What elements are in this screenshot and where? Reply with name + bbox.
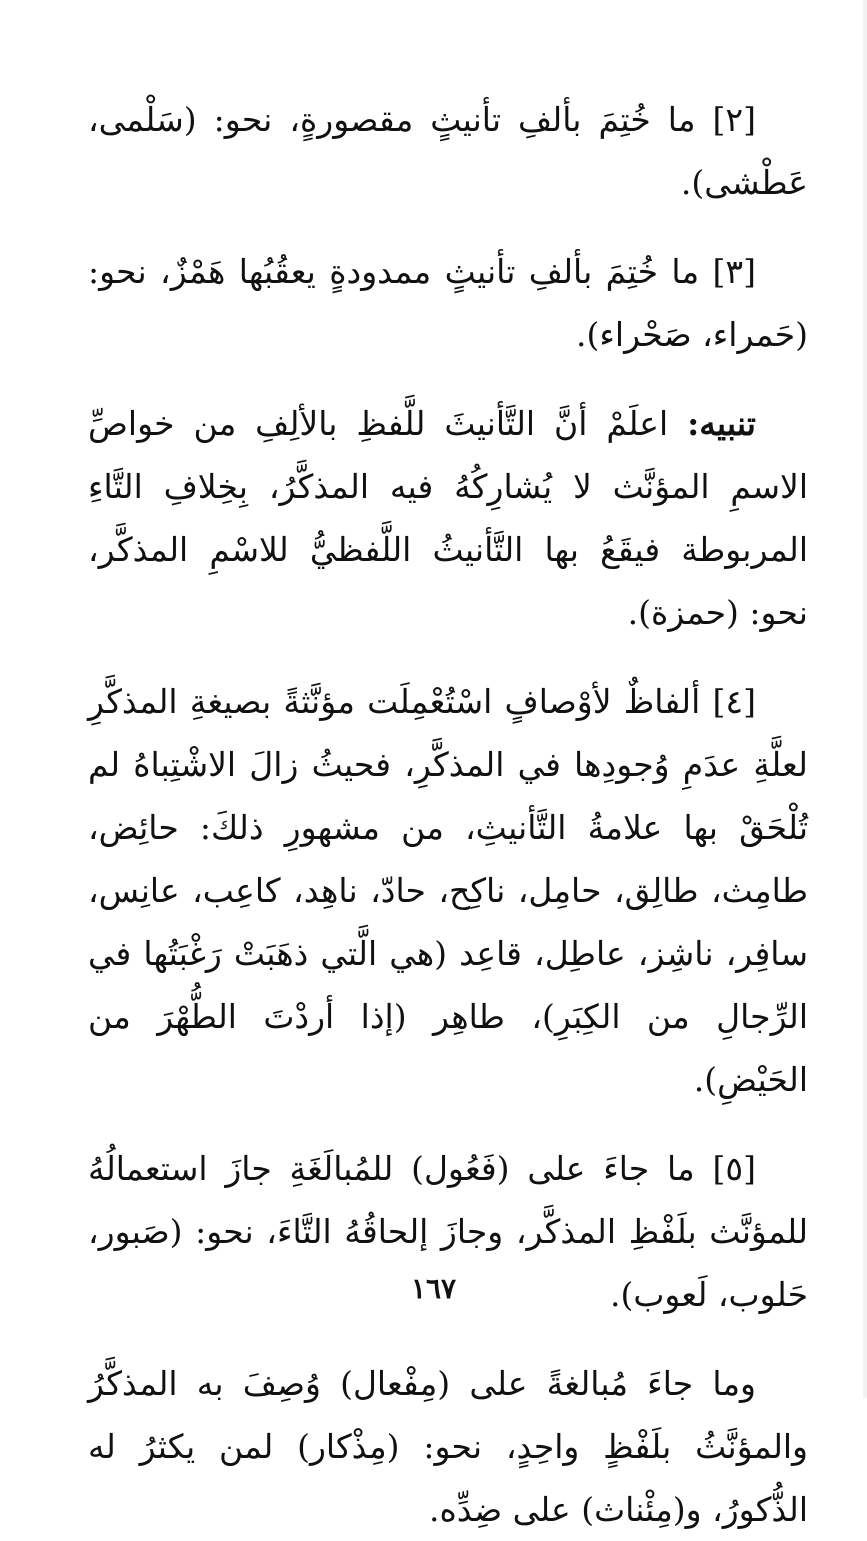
paragraph-item-2 [88,88,808,214]
paragraph-text: وما جاءَ مُبالغةً على (مِفْعال) وُصِفَ به المذكَّرُ والمؤنَّثُ بلَفْظٍ واحِدٍ، نحو: (مِذْكار) لمن يكثرُ له الذُّكورُ، و(مِئْناث) على ضِدِّه. [88,1364,808,1529]
paragraph-item-4 [88,670,808,1111]
paragraph-item-3 [88,240,808,366]
page-body [88,88,808,1529]
paragraph-text: اعلَمْ أنَّ التَّأنيثَ للَّفظِ بالألِفِ من خواصِّ الاسمِ المؤنَّث لا يُشارِكُهُ فيه المذكَّرُ، بِخِلافِ التَّاءِ المربوطة فيقَعُ بها التَّأنيثُ اللَّفظيُّ للاسْمِ المذكَّر، نحو: (حمزة). [88,404,808,632]
page-edge [863,0,867,1398]
paragraph-text: [٤] ألفاظٌ لأوْصافٍ اسْتُعْمِلَت مؤنَّثةً بصيغةِ المذكَّرِ لعلَّةِ عدَمِ وُجودِها في المذكَّرِ، فحيثُ زالَ الاشْتِباهُ لم تُلْحَقْ بها علامةُ التَّأنيثِ، من مشهورِ ذلكَ: حائِض، طامِث، طالِق، حامِل، ناكِح، حادّ، ناهِد، كاعِب، عانِس، سافِر، ناشِز، عاطِل، قاعِد (هي الَّتي ذهَبَتْ رَغْبَتُها في الرِّجالِ من الكِبَرِ)، طاهِر (إذا أردْتَ الطُّهْرَ من الحَيْضِ). [88,682,808,1099]
note-label: تنبيه: [687,404,756,443]
paragraph-text: [٣] ما خُتِمَ بألفِ تأنيثٍ ممدودةٍ يعقُبُها هَمْزٌ، نحو: (حَمراء، صَحْراء). [88,252,808,354]
paragraph-note [88,392,808,644]
paragraph-text: [٢] ما خُتِمَ بألفِ تأنيثٍ مقصورةٍ، نحو: (سَلْمى، عَطْشى). [88,100,808,202]
page-number: ١٦٧ [410,1272,457,1305]
paragraph-mifal [88,1352,808,1541]
paragraph-text: [٥] ما جاءَ على (فَعُول) للمُبالَغَةِ جازَ استعمالُهُ للمؤنَّث بلَفْظِ المذكَّر، وجازَ إلحاقُهُ التَّاءَ، نحو: (صَبور، حَلوب، لَعوب). [88,1149,808,1314]
